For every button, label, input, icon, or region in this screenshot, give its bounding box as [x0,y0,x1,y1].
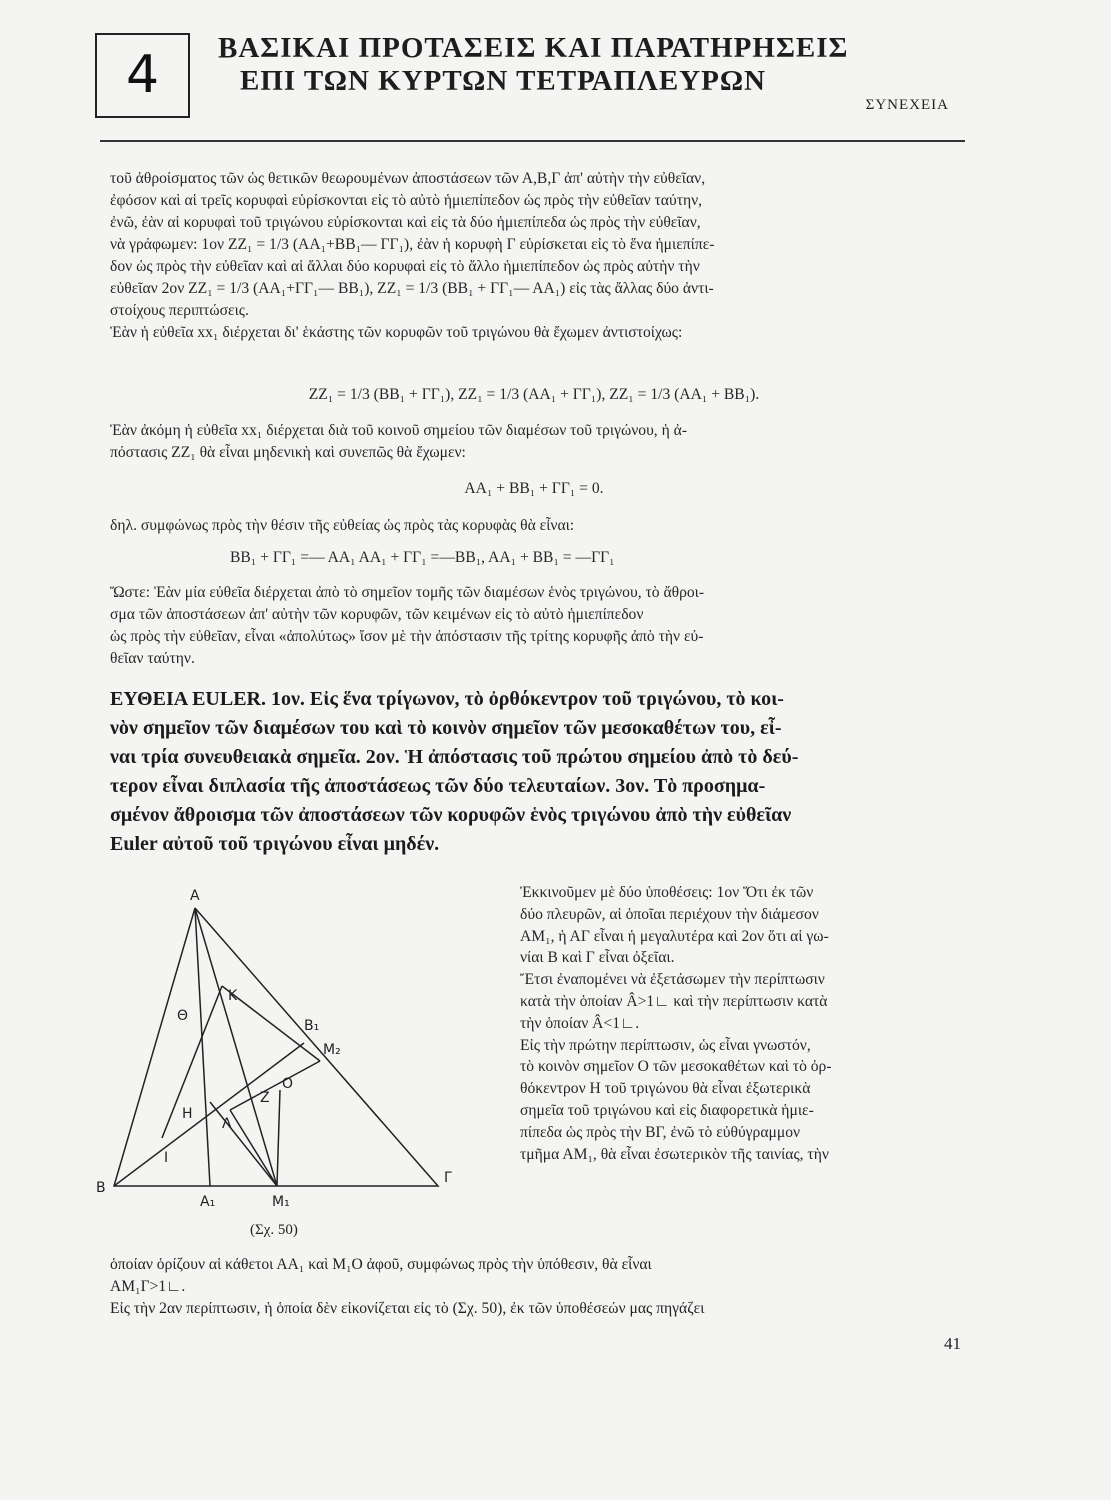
right-line: Ἐκκινοῦμεν μὲ δύο ὑποθέσεις: 1ον Ὅτι ἐκ τῶν [520,884,814,901]
euler-line: σμένον ἄθροισμα τῶν ἀποστάσεων τῶν κορυφῶν ἑνὸς τριγώνου ἀπὸ τὴν εὐθεῖαν [110,804,792,826]
right-column-text [520,882,960,1165]
label-a: A [190,888,200,904]
euler-line: τερον εἶναι διπλασία τῆς ἀποστάσεως τῶν δύο τελευταίων. 3ον. Τὸ προσημα- [110,775,766,797]
right-line: Εἰς τὴν πρώτην περίπτωσιν, ὡς εἶναι γνωστόν, [520,1036,811,1054]
equation-3-text: ΒΒ₁ + ΓΓ₁ =— ΑΑ₁ ΑΑ₁ + ΓΓ₁ =—ΒΒ₁, ΑΑ₁ + ΒΒ₁ = —ΓΓ₁ [230,549,615,566]
label-b: B [96,1180,106,1196]
page-number: 41 [944,1334,961,1353]
euler-line: Euler αὐτοῦ τοῦ τριγώνου εἶναι μηδέν. [110,833,440,855]
label-z: Z [260,1090,270,1106]
right-line: θόκεντρον Η τοῦ τριγώνου θὰ εἶναι ἐξωτερικὰ [520,1080,811,1098]
right-line: κατὰ τὴν ὁποίαν Â>1∟ καὶ τὴν περίπτωσιν κατὰ [520,992,828,1010]
euler-theorem [110,685,958,859]
conclusion-line: σμα τῶν ἀποστάσεων ἀπ' αὐτὴν τῶν κορυφῶν, τῶν κειμένων εἰς τὸ αὐτὸ ἡμιεπίπεδον [110,606,644,623]
chapter-number-box [95,33,190,118]
right-line: σημεῖα τοῦ τριγώνου καὶ εἰς διαφορετικὰ ἡμιε- [520,1101,814,1119]
equation-1-text: ΖΖ₁ = 1/3 (ΒΒ₁ + ΓΓ₁), ΖΖ₁ = 1/3 (ΑΑ₁ + ΓΓ₁), ΖΖ₁ = 1/3 (ΑΑ₁ + ΒΒ₁). [308,386,760,403]
right-line: νίαι Β καὶ Γ εἶναι ὀξεῖαι. [520,949,675,967]
euler-line: νὸν σημεῖον τῶν διαμέσων του καὶ τὸ κοινὸν σημεῖον τῶν μεσοκαθέτων του, εἶ- [110,717,782,739]
label-o: O [282,1076,294,1092]
euler-line: ΕΥΘΕΙΑ EULER. 1ον. Εἰς ἕνα τρίγωνον, τὸ ὀρθόκεντρον τοῦ τριγώνου, τὸ κοι- [110,688,784,710]
right-line: ΑΜ₁, ἡ ΑΓ εἶναι ἡ μεγαλυτέρα καὶ 2ον ὅτι αἱ γω- [520,927,829,945]
equation-2 [110,478,958,500]
body-line: νὰ γράφωμεν: 1ον ΖΖ₁ = 1/3 (ΑΑ₁+ΒΒ₁— ΓΓ₁), ἐὰν ἡ κορυφὴ Γ εὑρίσκεται εἰς τὸ ἕνα ἡμιεπίπε- [110,236,715,253]
label-i: I [164,1150,169,1166]
conclusion-line: θεῖαν ταύτην. [110,650,195,667]
right-line: τὴν ὁποίαν Â<1∟. [520,1014,640,1032]
equation-1 [110,384,958,406]
body-line: ἐφόσον καὶ αἱ τρεῖς κορυφαὶ εὑρίσκονται εἰς τὸ αὐτὸ ἡμιεπίπεδον ὡς πρὸς τὴν εὐθεῖαν ταύτην, [110,192,703,209]
right-line: πίπεδα ὡς πρὸς τὴν ΒΓ, ἐνῶ τὸ εὐθύγραμμον [520,1123,801,1141]
label-theta: Θ [177,1008,189,1024]
label-lambda: Λ [222,1116,232,1132]
right-line: τμῆμα ΑΜ₁, θὰ εἶναι ἐσωτερικὸν τῆς ταινίας, τὴν [520,1145,829,1163]
euler-line: ναι τρία συνευθειακὰ σημεῖα. 2ον. Ἡ ἀπόστασις τοῦ πρώτου σημείου ἀπὸ τὸ δεύ- [110,746,799,768]
conclusion [110,582,958,670]
label-h: H [182,1106,193,1122]
body-line: τοῦ ἀθροίσματος τῶν ὡς θετικῶν θεωρουμένων ἀποστάσεων τῶν Α,Β,Γ ἀπ' αὐτὴν τὴν εὐθεῖαν, [110,170,706,187]
triangle-figure [92,878,502,1248]
label-a1: A₁ [200,1194,216,1210]
chapter-title-line-1: ΒΑΣΙΚΑΙ ΠΡΟΤΑΣΕΙΣ ΚΑΙ ΠΑΡΑΤΗΡΗΣΕΙΣ [218,32,849,64]
bottom-line: ΑΜ₁Γ>1∟. [110,1278,186,1295]
bottom-line: ὁποίαν ὁρίζουν αἱ κάθετοι ΑΑ₁ καὶ Μ₁Ο ἀφοῦ, συμφώνως πρὸς τὴν ὑπόθεσιν, θὰ εἶναι [110,1256,652,1273]
conclusion-line: ὡς πρὸς τὴν εὐθεῖαν, εἶναι «ἀπολύτως» ἴσον μὲ τὴν ἀπόστασιν τῆς τρίτης κορυφῆς ἀπὸ τὴν εὐ- [110,628,704,645]
label-b1: B₁ [304,1018,320,1034]
label-g: Γ [444,1170,452,1186]
bottom-line: Εἰς τὴν 2αν περίπτωσιν, ἡ ὁποία δὲν εἰκονίζεται εἰς τὸ (Σχ. 50), ἐκ τῶν ὑποθέσεών μας πηγάζει [110,1300,705,1317]
right-line: Ἔτσι ἐναπομένει νὰ ἐξετάσωμεν τὴν περίπτωσιν [520,971,825,989]
paragraph-2 [110,420,958,464]
paragraph-3 [110,515,958,537]
figure-caption: (Σχ. 50) [250,1222,298,1238]
triangle-outline [114,908,438,1186]
body-text [110,168,958,344]
chapter-title-line-2: ΕΠΙ ΤΩΝ ΚΥΡΤΩΝ ΤΕΤΡΑΠΛΕΥΡΩΝ [240,65,767,97]
header-rule [100,140,965,142]
body-line: δον ὡς πρὸς τὴν εὐθεῖαν καὶ αἱ ἄλλαι δύο κορυφαὶ εἰς τὸ ἄλλο ἡμιεπίπεδον ὡς πρὸς αὐτὴν τὴν [110,258,700,275]
segment-h-m1 [210,1102,277,1186]
equation-2-text: ΑΑ₁ + ΒΒ₁ + ΓΓ₁ = 0. [464,480,604,497]
segment-l-m1 [230,1110,277,1186]
equation-3 [110,547,958,569]
body-line: Ἐὰν ἡ εὐθεῖα xx₁ διέρχεται δι' ἑκάστης τῶν κορυφῶν τοῦ τριγώνου θὰ ἔχωμεν ἀντιστοίχως: [110,324,683,341]
label-m1: M₁ [272,1194,290,1210]
label-k: K [228,988,238,1004]
segment-l-m2 [230,1061,320,1110]
paragraph-2-line: πόστασις ΖΖ₁ θὰ εἶναι μηδενικὴ καὶ συνεπῶς θὰ ἔχωμεν: [110,444,466,461]
segment-o-m1 [277,1090,280,1186]
chapter-number: 4 [125,45,160,105]
label-m2: M₂ [323,1042,341,1058]
body-line: εὐθεῖαν 2ον ΖΖ₁ = 1/3 (ΑΑ₁+ΓΓ₁— ΒΒ₁), ΖΖ₁ = 1/3 (ΒΒ₁ + ΓΓ₁— ΑΑ₁) εἰς τὰς ἄλλας δύο ἀντι- [110,280,714,297]
paragraph-2-line: Ἐὰν ἀκόμη ἡ εὐθεῖα xx₁ διέρχεται διὰ τοῦ κοινοῦ σημείου τῶν διαμέσων τοῦ τριγώνου, ἡ ἀ- [110,422,688,439]
continued-label: ΣΥΝΕΧΕΙΑ [865,97,949,113]
right-line: τὸ κοινὸν σημεῖον Ο τῶν μεσοκαθέτων καὶ τὸ ὀρ- [520,1058,832,1076]
body-line: στοίχους περιπτώσεις. [110,302,249,319]
conclusion-line: Ὥστε: Ἐὰν μία εὐθεῖα διέρχεται ἀπὸ τὸ σημεῖον τομῆς τῶν διαμέσων ἑνὸς τριγώνου, τὸ ἄθροι- [110,584,705,601]
body-line: ἐνῶ, ἐὰν αἱ κορυφαὶ τοῦ τριγώνου εὑρίσκονται καὶ εἰς τὰ δύο ἡμιεπίπεδα ὡς πρὸς τὴν εὐθεῖαν, [110,214,701,231]
paragraph-3-line: δηλ. συμφώνως πρὸς τὴν θέσιν τῆς εὐθείας ὡς πρὸς τὰς κορυφὰς θὰ εἶναι: [110,517,575,534]
right-line: δύο πλευρῶν, αἱ ὁποῖαι περιέχουν τὴν διάμεσον [520,905,819,923]
bottom-text [110,1254,958,1320]
